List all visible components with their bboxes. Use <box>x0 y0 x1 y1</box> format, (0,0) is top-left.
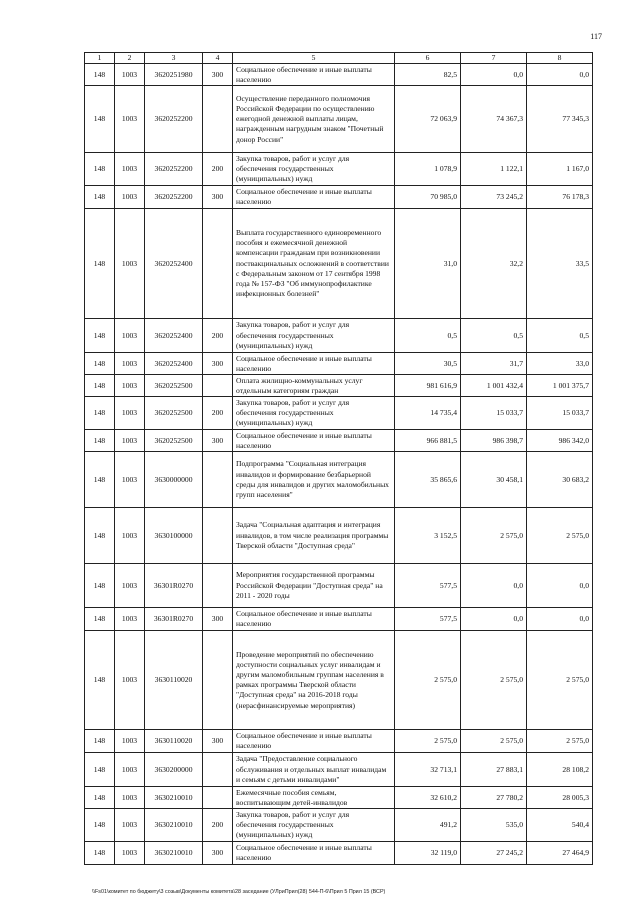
section-code: 1003 <box>115 452 145 508</box>
table-row <box>85 452 593 508</box>
amount-year-3: 15 033,7 <box>527 397 593 430</box>
target-article-code: 3620252500 <box>145 430 203 452</box>
table-row <box>85 787 593 809</box>
amount-year-3: 33,0 <box>527 353 593 375</box>
expenditure-description: Социальное обеспечение и иные выплаты населению <box>233 842 395 865</box>
expenditure-description: Социальное обеспечение и иные выплаты населению <box>233 430 395 452</box>
column-number-header: 6 <box>395 53 461 64</box>
amount-year-2: 27 883,1 <box>461 753 527 787</box>
target-article-code: 3620252400 <box>145 209 203 319</box>
amount-year-3: 0,0 <box>527 608 593 631</box>
expense-type-code: 300 <box>203 842 233 865</box>
amount-year-1: 32 610,2 <box>395 787 461 809</box>
table-row <box>85 86 593 153</box>
amount-year-1: 31,0 <box>395 209 461 319</box>
column-number-header: 8 <box>527 53 593 64</box>
section-code: 1003 <box>115 508 145 564</box>
table-row <box>85 319 593 353</box>
amount-year-2: 74 367,3 <box>461 86 527 153</box>
amount-year-1: 0,5 <box>395 319 461 353</box>
table-row <box>85 430 593 452</box>
table-row <box>85 608 593 631</box>
amount-year-3: 0,0 <box>527 564 593 608</box>
section-code: 1003 <box>115 753 145 787</box>
amount-year-3: 1 001 375,7 <box>527 375 593 397</box>
amount-year-1: 981 616,9 <box>395 375 461 397</box>
amount-year-3: 28 005,3 <box>527 787 593 809</box>
expenditure-description: Задача "Предоставление социального обслуживания и отдельных выплат инвалидам и семьям с детьми инвалидами" <box>233 753 395 787</box>
amount-year-3: 2 575,0 <box>527 508 593 564</box>
admin-code: 148 <box>85 730 115 753</box>
expenditure-description: Оплата жилищно-коммунальных услуг отдельным категориям граждан <box>233 375 395 397</box>
admin-code: 148 <box>85 353 115 375</box>
amount-year-3: 1 167,0 <box>527 153 593 186</box>
amount-year-2: 27 245,2 <box>461 842 527 865</box>
section-code: 1003 <box>115 153 145 186</box>
section-code: 1003 <box>115 375 145 397</box>
expense-type-code <box>203 86 233 153</box>
amount-year-1: 966 881,5 <box>395 430 461 452</box>
expense-type-code <box>203 631 233 730</box>
amount-year-2: 15 033,7 <box>461 397 527 430</box>
amount-year-2: 0,0 <box>461 608 527 631</box>
admin-code: 148 <box>85 186 115 209</box>
amount-year-1: 32 119,0 <box>395 842 461 865</box>
expenditure-description: Социальное обеспечение и иные выплаты населению <box>233 64 395 86</box>
expense-type-code: 200 <box>203 809 233 842</box>
target-article-code: 3620252500 <box>145 375 203 397</box>
section-code: 1003 <box>115 430 145 452</box>
amount-year-2: 2 575,0 <box>461 631 527 730</box>
table-row <box>85 730 593 753</box>
table-row <box>85 809 593 842</box>
table-row <box>85 564 593 608</box>
amount-year-1: 491,2 <box>395 809 461 842</box>
expense-type-code <box>203 508 233 564</box>
amount-year-2: 0,5 <box>461 319 527 353</box>
expenditure-description: Мероприятия государственной программы Российской Федерации "Доступная среда" на 2011 - 2020 годы <box>233 564 395 608</box>
expense-type-code <box>203 375 233 397</box>
amount-year-1: 577,5 <box>395 608 461 631</box>
amount-year-3: 0,5 <box>527 319 593 353</box>
admin-code: 148 <box>85 153 115 186</box>
expense-type-code <box>203 209 233 319</box>
admin-code: 148 <box>85 564 115 608</box>
table-row <box>85 186 593 209</box>
amount-year-2: 986 398,7 <box>461 430 527 452</box>
target-article-code: 36301R0270 <box>145 608 203 631</box>
expense-type-code: 300 <box>203 353 233 375</box>
expenditure-description: Социальное обеспечение и иные выплаты населению <box>233 730 395 753</box>
target-article-code: 3620252500 <box>145 397 203 430</box>
expenditure-description: Закупка товаров, работ и услуг для обеспечения государственных (муниципальных) нужд <box>233 319 395 353</box>
amount-year-3: 77 345,3 <box>527 86 593 153</box>
target-article-code: 3620252200 <box>145 186 203 209</box>
admin-code: 148 <box>85 508 115 564</box>
expense-type-code: 300 <box>203 186 233 209</box>
expenditure-description: Осуществление переданного полномочия Российской Федерации по осуществлению ежегодной денежной выплаты лицам, награжденным нагрудным знаком "Почетный донор России" <box>233 86 395 153</box>
file-path-footer: \\Fs01\комитет по бюджету\3 созыв\Документы комитета\28 заседание (УЛриПрил(28) 544-П-6\Прил 5 Прил 15 (ВСР) <box>92 889 386 895</box>
expenditure-description: Социальное обеспечение и иные выплаты населению <box>233 608 395 631</box>
admin-code: 148 <box>85 375 115 397</box>
admin-code: 148 <box>85 753 115 787</box>
expense-type-code: 200 <box>203 153 233 186</box>
column-number-row <box>85 53 593 64</box>
expenditure-description: Задача "Социальная адаптация и интеграция инвалидов, в том числе реализация программы Тверской области "Доступная среда" <box>233 508 395 564</box>
amount-year-3: 2 575,0 <box>527 631 593 730</box>
expense-type-code <box>203 564 233 608</box>
amount-year-1: 72 063,9 <box>395 86 461 153</box>
amount-year-1: 14 735,4 <box>395 397 461 430</box>
amount-year-2: 30 458,1 <box>461 452 527 508</box>
expense-type-code: 300 <box>203 730 233 753</box>
target-article-code: 3630200000 <box>145 753 203 787</box>
amount-year-1: 2 575,0 <box>395 631 461 730</box>
admin-code: 148 <box>85 809 115 842</box>
column-number-header: 5 <box>233 53 395 64</box>
amount-year-2: 535,0 <box>461 809 527 842</box>
admin-code: 148 <box>85 209 115 319</box>
amount-year-3: 76 178,3 <box>527 186 593 209</box>
admin-code: 148 <box>85 452 115 508</box>
amount-year-2: 73 245,2 <box>461 186 527 209</box>
admin-code: 148 <box>85 631 115 730</box>
expense-type-code: 300 <box>203 430 233 452</box>
section-code: 1003 <box>115 631 145 730</box>
expenditure-description: Закупка товаров, работ и услуг для обеспечения государственных (муниципальных) нужд <box>233 397 395 430</box>
amount-year-2: 0,0 <box>461 64 527 86</box>
section-code: 1003 <box>115 186 145 209</box>
amount-year-1: 70 985,0 <box>395 186 461 209</box>
amount-year-1: 82,5 <box>395 64 461 86</box>
amount-year-1: 30,5 <box>395 353 461 375</box>
amount-year-3: 30 683,2 <box>527 452 593 508</box>
amount-year-3: 540,4 <box>527 809 593 842</box>
amount-year-2: 0,0 <box>461 564 527 608</box>
amount-year-3: 986 342,0 <box>527 430 593 452</box>
expenditure-description: Проведение мероприятий по обеспечению доступности социальных услуг инвалидам и другим маломобильным группам населения в рамках программы Тверской области "Доступная среда" на 2016-2018 годы (нерасфинансируемые мероприятия) <box>233 631 395 730</box>
expenditure-description: Ежемесячные пособия семьям, воспитывающим детей-инвалидов <box>233 787 395 809</box>
column-number-header: 3 <box>145 53 203 64</box>
amount-year-3: 33,5 <box>527 209 593 319</box>
expense-type-code <box>203 753 233 787</box>
section-code: 1003 <box>115 209 145 319</box>
expense-type-code: 200 <box>203 319 233 353</box>
amount-year-2: 1 001 432,4 <box>461 375 527 397</box>
admin-code: 148 <box>85 787 115 809</box>
section-code: 1003 <box>115 564 145 608</box>
expenditure-description: Социальное обеспечение и иные выплаты населению <box>233 353 395 375</box>
table-row <box>85 631 593 730</box>
target-article-code: 36301R0270 <box>145 564 203 608</box>
expense-type-code <box>203 787 233 809</box>
amount-year-1: 2 575,0 <box>395 730 461 753</box>
page-number: 117 <box>590 32 602 41</box>
section-code: 1003 <box>115 397 145 430</box>
section-code: 1003 <box>115 608 145 631</box>
section-code: 1003 <box>115 809 145 842</box>
section-code: 1003 <box>115 730 145 753</box>
column-number-header: 2 <box>115 53 145 64</box>
admin-code: 148 <box>85 64 115 86</box>
section-code: 1003 <box>115 787 145 809</box>
amount-year-1: 32 713,1 <box>395 753 461 787</box>
table-row <box>85 64 593 86</box>
table-row <box>85 375 593 397</box>
target-article-code: 3630110020 <box>145 631 203 730</box>
amount-year-1: 3 152,5 <box>395 508 461 564</box>
expenditure-description: Выплата государственного единовременного пособия и ежемесячной денежной компенсации гражданам при возникновении поствакцинальных осложнений в соответствии с Федеральным законом от 17 сентября 1998 года № 157-ФЗ "Об иммунопрофилактике инфекционных болезней" <box>233 209 395 319</box>
admin-code: 148 <box>85 430 115 452</box>
section-code: 1003 <box>115 353 145 375</box>
target-article-code: 3620252200 <box>145 86 203 153</box>
amount-year-3: 28 108,2 <box>527 753 593 787</box>
amount-year-1: 577,5 <box>395 564 461 608</box>
table-row <box>85 397 593 430</box>
target-article-code: 3620252400 <box>145 353 203 375</box>
column-number-header: 4 <box>203 53 233 64</box>
target-article-code: 3620252400 <box>145 319 203 353</box>
expenditure-description: Подпрограмма "Социальная интеграция инвалидов и формирование безбарьерной среды для инвалидов и других маломобильных групп населения" <box>233 452 395 508</box>
column-number-header: 1 <box>85 53 115 64</box>
expense-type-code: 200 <box>203 397 233 430</box>
expense-type-code: 300 <box>203 64 233 86</box>
target-article-code: 3630210010 <box>145 842 203 865</box>
target-article-code: 3630210010 <box>145 787 203 809</box>
amount-year-3: 0,0 <box>527 64 593 86</box>
table-row <box>85 209 593 319</box>
expense-type-code <box>203 452 233 508</box>
section-code: 1003 <box>115 319 145 353</box>
target-article-code: 3620251980 <box>145 64 203 86</box>
amount-year-2: 2 575,0 <box>461 730 527 753</box>
expense-type-code: 300 <box>203 608 233 631</box>
amount-year-2: 27 780,2 <box>461 787 527 809</box>
table-body <box>85 64 593 865</box>
admin-code: 148 <box>85 842 115 865</box>
amount-year-2: 32,2 <box>461 209 527 319</box>
target-article-code: 3620252200 <box>145 153 203 186</box>
amount-year-2: 31,7 <box>461 353 527 375</box>
table-row <box>85 353 593 375</box>
table-row <box>85 508 593 564</box>
section-code: 1003 <box>115 842 145 865</box>
amount-year-1: 1 078,9 <box>395 153 461 186</box>
target-article-code: 3630000000 <box>145 452 203 508</box>
amount-year-1: 35 865,6 <box>395 452 461 508</box>
table-row <box>85 153 593 186</box>
admin-code: 148 <box>85 319 115 353</box>
target-article-code: 3630210010 <box>145 809 203 842</box>
expenditure-description: Социальное обеспечение и иные выплаты населению <box>233 186 395 209</box>
section-code: 1003 <box>115 86 145 153</box>
target-article-code: 3630110020 <box>145 730 203 753</box>
column-number-header: 7 <box>461 53 527 64</box>
section-code: 1003 <box>115 64 145 86</box>
table-row <box>85 753 593 787</box>
amount-year-2: 1 122,1 <box>461 153 527 186</box>
amount-year-3: 27 464,9 <box>527 842 593 865</box>
expenditure-description: Закупка товаров, работ и услуг для обеспечения государственных (муниципальных) нужд <box>233 809 395 842</box>
admin-code: 148 <box>85 608 115 631</box>
amount-year-3: 2 575,0 <box>527 730 593 753</box>
target-article-code: 3630100000 <box>145 508 203 564</box>
expenditure-description: Закупка товаров, работ и услуг для обеспечения государственных (муниципальных) нужд <box>233 153 395 186</box>
admin-code: 148 <box>85 86 115 153</box>
amount-year-2: 2 575,0 <box>461 508 527 564</box>
budget-table <box>84 52 593 865</box>
admin-code: 148 <box>85 397 115 430</box>
table-row <box>85 842 593 865</box>
